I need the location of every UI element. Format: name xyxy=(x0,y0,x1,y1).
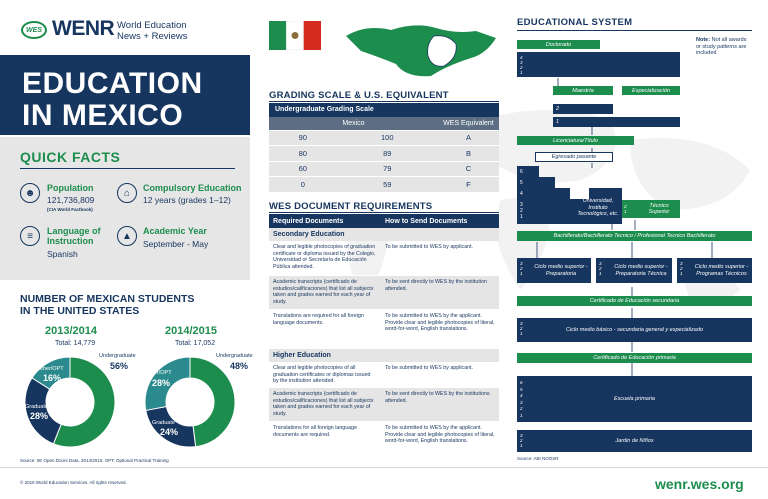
grading-rule xyxy=(269,101,499,102)
ciclo-prep-years: 3 2 1 xyxy=(520,261,523,276)
grading-hi: 100 xyxy=(337,130,438,146)
docs-row xyxy=(269,422,499,456)
docs-how: To be submitted to WES by the applicant. Provide clear and legible photocopies of literal, word-for-word, English translations. xyxy=(385,313,495,333)
docs-row xyxy=(269,388,499,422)
edu-note-bold: Note: xyxy=(696,37,711,43)
ciclo-prog-label: Ciclo medio superior - Programas Técnicos xyxy=(694,264,749,277)
grading-col-wes: WES Equivalent xyxy=(438,117,499,130)
cert-secundaria-box: Certificado de Educación secundaria xyxy=(517,296,752,306)
chart2-grad-label: Graduate xyxy=(152,420,175,426)
grading-eq: B xyxy=(438,146,499,162)
language-value: Spanish xyxy=(47,249,78,259)
chart1-other-label: Other/OPT xyxy=(37,366,64,372)
jardin-box xyxy=(517,430,752,452)
quick-facts-divider xyxy=(20,168,235,169)
chart2-other-label: Other/OPT xyxy=(145,370,172,376)
grading-eq: F xyxy=(438,177,499,193)
chart1-undergrad-label: Undergraduate xyxy=(99,353,136,359)
chart2-undergrad-label: Undergraduate xyxy=(216,353,253,359)
footer-copyright: © 2016 World Education Services. All rights reserved. xyxy=(20,480,127,485)
docs-table xyxy=(269,214,499,456)
doctorado-years xyxy=(517,52,680,77)
edu-source: Source: ABI NOOSR xyxy=(517,456,559,461)
edu-system-rule xyxy=(517,30,752,31)
egresado-box: Egresado pasante xyxy=(535,152,613,162)
ciclo-tec-years: 3 2 1 xyxy=(599,261,602,276)
docs-required: Clear and legible photocopies of graduation certificate or diploma issued by the Colegio, Universidad or Secretaría de Educación Pública attended. xyxy=(273,244,376,270)
school-icon: ⌂ xyxy=(117,183,137,203)
docs-row xyxy=(269,362,499,388)
edu-note-text: Not all awards or study patterns are included xyxy=(696,37,747,56)
wenr-brand: WENR xyxy=(52,17,115,40)
chart1-other-pct: 16% xyxy=(43,373,62,383)
year-1-total: Total: 14,779 xyxy=(55,340,96,347)
docs-how: To be submitted to WES by applicant. xyxy=(385,244,474,250)
tecnico-years: 2 1 xyxy=(624,204,627,214)
docs-required: Academic transcripts (certificado de estudios/calificaciones) that list all subjects taken and grades earned for each year of study. xyxy=(273,279,374,305)
students-title xyxy=(20,293,194,317)
people-icon: ☻ xyxy=(20,183,40,203)
ciclo-tec-label: Ciclo medio superior - Preparatoria Técnica xyxy=(614,264,668,277)
chart1-grad-label: Graduate xyxy=(25,404,48,410)
doctorado-box: Doctorado xyxy=(517,40,600,49)
students-source: Source: IIE Open Doors Data, 2014/2015. OPT: Optional Practical Training xyxy=(20,458,169,463)
docs-how: To be submitted to WES by applicant. xyxy=(385,365,474,371)
chart2-other-pct: 28% xyxy=(152,378,171,388)
compulsory-label: Compulsory Education xyxy=(143,183,242,193)
grading-lo: 80 xyxy=(269,146,337,162)
jardin-years: 3 2 1 xyxy=(520,433,523,448)
page-title xyxy=(0,55,250,135)
svg-text:6: 6 xyxy=(520,169,523,175)
title-line-1: EDUCATION xyxy=(22,67,203,100)
academic-year-value: September - May xyxy=(143,239,209,249)
docs-required: Translations are required for all foreign language documents. xyxy=(273,313,364,326)
grading-row xyxy=(269,130,499,146)
academic-year-label: Academic Year xyxy=(143,226,207,236)
docs-secondary-header: Secondary Education xyxy=(269,228,499,241)
mexico-map xyxy=(336,16,506,86)
speech-bubble-icon: ≡ xyxy=(20,226,40,246)
students-title-line-2: IN THE UNITED STATES xyxy=(20,305,140,317)
docs-how: To be submitted to WES by the applicant. Provide clear and legible photocopies of literal, word-for-word, English translations. xyxy=(385,425,495,445)
docs-col-required: Required Documents xyxy=(273,217,344,225)
grading-hi: 89 xyxy=(337,146,438,162)
docs-how: To be sent directly to WES by the institution attended. xyxy=(385,279,487,292)
graduation-cap-icon: ▲ xyxy=(117,226,137,246)
primaria-years: 6 5 4 3 2 1 xyxy=(520,380,523,418)
tecnico-superior-box xyxy=(622,200,680,218)
language-label xyxy=(47,226,101,246)
docs-how: To be sent directly to WES by the institutions attended. xyxy=(385,391,490,404)
escuela-primaria-box xyxy=(517,376,752,422)
footer-url-link[interactable]: wenr.wes.org xyxy=(655,476,744,492)
quick-facts-title: QUICK FACTS xyxy=(20,149,121,165)
cert-primaria-box: Certificado de Educación primaria xyxy=(517,353,752,363)
brand-sub-line-2: News + Reviews xyxy=(117,31,188,42)
doctorado-years-text: 4 3 2 1 xyxy=(520,54,523,75)
year-2-label: 2014/2015 xyxy=(165,325,217,337)
language-label-line-2: Instruction xyxy=(47,236,94,246)
edu-system-title: EDUCATIONAL SYSTEM xyxy=(517,17,633,28)
grading-row xyxy=(269,177,499,193)
chart1-undergrad-pct: 56% xyxy=(110,361,129,371)
population-value: 121,736,809 xyxy=(47,195,95,205)
grading-lo: 60 xyxy=(269,161,337,177)
donut-chart-2013 xyxy=(20,355,120,450)
students-title-line-1: NUMBER OF MEXICAN STUDENTS xyxy=(20,293,195,305)
svg-text:3: 3 xyxy=(520,202,523,208)
population-label: Population xyxy=(47,183,94,193)
ciclo-prep-label: Ciclo medio superior - Preparatoria xyxy=(534,264,588,277)
jardin-label: Jardin de Niños xyxy=(615,437,654,444)
chart2-grad-pct: 24% xyxy=(160,427,179,437)
docs-rule xyxy=(269,212,499,213)
ciclo-basico-box xyxy=(517,318,752,342)
brand-sub-line-1: World Education xyxy=(117,20,187,31)
svg-text:1: 1 xyxy=(520,214,523,220)
ciclo-preparatoria-box xyxy=(517,258,591,283)
grading-hi: 59 xyxy=(337,177,438,193)
year-1-label: 2013/2014 xyxy=(45,325,97,337)
docs-col-how: How to Send Documents xyxy=(385,217,468,225)
especializacion-box: Especialización xyxy=(622,86,680,95)
grading-eq: C xyxy=(438,161,499,177)
ciclo-basico-years: 3 2 1 xyxy=(520,321,523,336)
svg-text:5: 5 xyxy=(520,180,523,186)
docs-row xyxy=(269,310,499,346)
docs-header-row xyxy=(269,214,499,228)
ciclo-programas-box xyxy=(677,258,752,283)
ciclo-basico-label: Ciclo medio básico - secundaria general y especializado xyxy=(566,326,703,333)
footer-rule xyxy=(0,467,768,468)
docs-required: Translations for all foreign language documents are required. xyxy=(273,425,358,438)
docs-title: WES DOCUMENT REQUIREMENTS xyxy=(269,201,433,212)
language-label-line-1: Language of xyxy=(47,226,101,236)
grading-row xyxy=(269,161,499,177)
title-line-2: IN MEXICO xyxy=(22,99,184,132)
svg-text:4: 4 xyxy=(520,191,523,197)
maestria-year-2: 2 xyxy=(553,104,613,114)
grading-lo: 90 xyxy=(269,130,337,146)
grading-table-title: Undergraduate Grading Scale xyxy=(269,103,499,117)
donut-slice-undergraduate xyxy=(190,357,235,447)
compulsory-value: 12 years (grades 1–12) xyxy=(143,195,231,205)
grading-lo: 0 xyxy=(269,177,337,193)
quick-facts-panel xyxy=(0,137,250,280)
grading-table xyxy=(269,117,499,193)
bachillerato-box: Bachillerato/Bachillerato Tecnico / Profesional Tecnico Bachillerato xyxy=(517,231,752,241)
chart2-undergrad-pct: 48% xyxy=(230,361,249,371)
tecnico-superior-label: Técnico Superior xyxy=(648,202,670,215)
docs-higher-header: Higher Education xyxy=(269,349,499,362)
docs-required: Clear and legible photocopies of all graduation certificates or diplomas issued by the institution attended. xyxy=(273,365,371,385)
year-2-total: Total: 17,052 xyxy=(175,340,216,347)
docs-row xyxy=(269,241,499,276)
escuela-primaria-label: Escuela primaria xyxy=(614,395,655,402)
licenciatura-box: Licenciatura/Título xyxy=(517,136,634,145)
mexico-flag xyxy=(269,21,321,50)
brand-subtitle xyxy=(117,20,187,42)
wes-logo-text: WES xyxy=(26,26,42,34)
ciclo-tecnica-box xyxy=(596,258,672,283)
docs-row xyxy=(269,276,499,310)
population-source: (CIA World Factbook) xyxy=(47,207,93,212)
svg-text:2: 2 xyxy=(520,208,523,214)
wes-logo xyxy=(21,21,47,39)
universidad-label: Universidad, Instituto Tecnológico, etc. xyxy=(577,198,619,218)
ciclo-prog-years: 3 2 1 xyxy=(680,261,683,276)
grading-col-mexico: Mexico xyxy=(269,117,438,130)
grading-hi: 79 xyxy=(337,161,438,177)
grading-title: GRADING SCALE & U.S. EQUIVALENT xyxy=(269,90,449,101)
maestria-year-1: 1 xyxy=(553,117,680,127)
maestria-box: Maestría xyxy=(553,86,613,95)
docs-required: Academic transcripts (certificado de estudios/calificaciones) that list all subjects taken and grades earned for each year of study. xyxy=(273,391,374,417)
grading-header-row xyxy=(269,117,499,130)
chart1-grad-pct: 28% xyxy=(30,411,49,421)
grading-row xyxy=(269,146,499,162)
grading-eq: A xyxy=(438,130,499,146)
